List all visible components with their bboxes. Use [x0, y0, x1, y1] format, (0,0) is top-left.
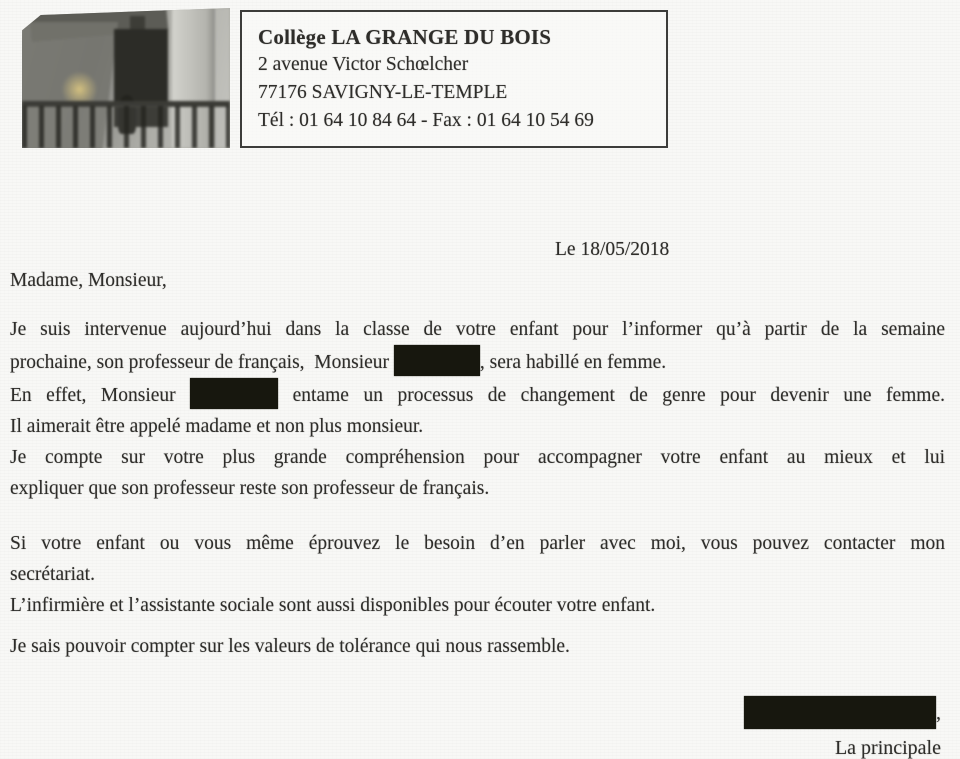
school-address-line1: 2 avenue Victor Schœlcher [258, 54, 469, 75]
letter-line [10, 559, 945, 590]
redaction-box [190, 378, 278, 409]
closing-comma: , [936, 702, 941, 724]
letter-text: L’infirmière et l’assistante sociale sont aussi disponibles pour écouter votre enfant. [10, 595, 656, 616]
letter-line [10, 411, 945, 442]
letter-text: Je compte sur votre plus grande compréhension pour accompagner votre enfant au mieux et lui [10, 447, 945, 468]
letter-text: , sera habillé en femme. [479, 352, 667, 373]
letter-line [10, 378, 945, 411]
letter-text: Il aimerait être appelé madame et non plus monsieur. [10, 416, 424, 437]
letter-text: Je sais pouvoir compter sur les valeurs de tolérance qui nous rassemble. [10, 636, 570, 657]
letter-body [10, 314, 945, 662]
letter-text: prochaine, son professeur de français, Monsieur [10, 352, 394, 373]
salutation: Madame, Monsieur, [10, 270, 167, 291]
letterhead [10, 10, 945, 158]
signature-redaction-box [744, 696, 936, 729]
closing-block [10, 695, 945, 759]
letter-line [10, 473, 945, 504]
letter-text: secrétariat. [10, 564, 95, 585]
signature-line [10, 695, 941, 731]
redaction-box [394, 345, 480, 376]
letter-text: En effet, Monsieur [10, 385, 191, 406]
school-name: Collège LA GRANGE DU BOIS [258, 25, 552, 49]
signer-role: La principale [834, 737, 941, 759]
school-address-line2: 77176 SAVIGNY-LE-TEMPLE [258, 82, 508, 103]
letter-line [10, 528, 945, 559]
letter-line [10, 631, 945, 662]
letter-line [10, 442, 945, 473]
letter-paragraph [10, 528, 945, 621]
letter-paragraph [10, 631, 945, 662]
letter-date: Le 18/05/2018 [555, 239, 670, 260]
school-entrance-photo [22, 8, 230, 148]
letter-text: expliquer que son professeur reste son professeur de français. [10, 478, 490, 499]
letter-line [10, 314, 945, 345]
letterhead-box [240, 10, 668, 148]
letter-paragraph [10, 314, 945, 504]
letter-text: entame un processus de changement de genre pour devenir une femme. [278, 385, 945, 406]
letter-line [10, 345, 945, 378]
letter-line [10, 590, 945, 621]
photo-scene [22, 8, 230, 148]
letter-text: Je suis intervenue aujourd’hui dans la classe de votre enfant pour l’informer qu’à partir de la semaine [10, 319, 945, 340]
letter-text: Si votre enfant ou vous même éprouvez le besoin d’en parler avec moi, vous pouvez contacter mon [10, 533, 945, 554]
photo-railing-posts [22, 106, 230, 148]
school-contact-line: Tél : 01 64 10 84 64 - Fax : 01 64 10 54 69 [258, 110, 594, 131]
